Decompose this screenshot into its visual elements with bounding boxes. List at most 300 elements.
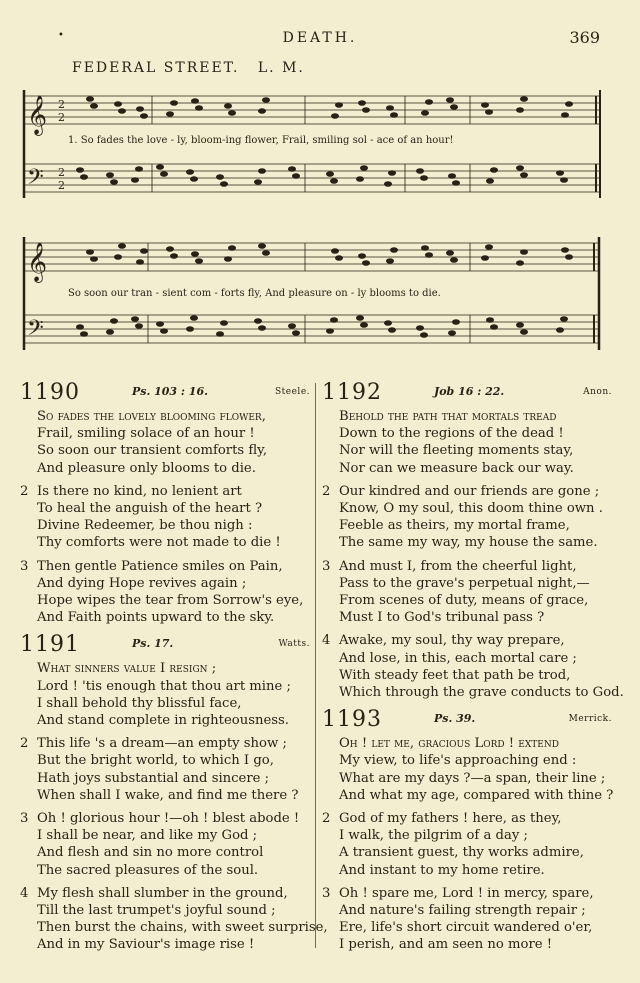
verse-text: Then burst the chains, with sweet surprise, (37, 920, 328, 936)
hymn-number: 1190 (20, 380, 80, 405)
note-head (560, 177, 568, 183)
tune-meter: L. M. (257, 60, 305, 76)
note-head (390, 112, 398, 118)
verse-text: When shall I wake, and find me there ? (37, 787, 299, 803)
stanza (20, 735, 310, 804)
verse-line (20, 534, 310, 551)
note-head (191, 251, 199, 257)
note-head (170, 253, 178, 259)
note-head (490, 324, 498, 330)
note-head (156, 164, 164, 170)
note-head (421, 245, 429, 251)
treble-staff-1 (24, 96, 600, 124)
verse-text: Hope wipes the tear from Sorrow's eye, (37, 593, 304, 609)
note-head (166, 111, 174, 117)
page-title: DEATH. (282, 30, 358, 46)
note-head (136, 259, 144, 265)
verse-line (322, 735, 612, 752)
verse-text: Nor will the fleeting moments stay, (339, 443, 574, 459)
verse-line (20, 500, 310, 517)
verse-text: Ere, life's short circuit wandered o'er, (339, 920, 593, 936)
verse-line (20, 442, 310, 459)
verse-line (322, 609, 612, 626)
note-head (90, 103, 98, 109)
verse-text: And in my Saviour's image rise ! (37, 937, 255, 953)
verse-line (322, 919, 612, 936)
verse-text: So soon our transient comforts fly, (37, 443, 268, 459)
note-head (516, 260, 524, 266)
verse-text: Oh ! spare me, Lord ! in mercy, spare, (339, 885, 594, 901)
note-head (118, 108, 126, 114)
verse-text: Which through the grave conducts to God. (339, 685, 624, 701)
verse-text: Then gentle Patience smiles on Pain, (37, 558, 283, 574)
note-head (416, 168, 424, 174)
verse-line (322, 862, 612, 879)
left-column (20, 380, 328, 960)
bass-staff-2 (24, 315, 600, 343)
verse-line (322, 827, 612, 844)
note-head (360, 165, 368, 171)
verse-text: And what my age, compared with thine ? (339, 787, 614, 803)
stanza (322, 735, 612, 804)
note-head (262, 250, 270, 256)
note-head (520, 96, 528, 102)
verse-text: God of my fathers ! here, as they, (339, 811, 562, 827)
note-head (258, 243, 266, 249)
note-head (326, 328, 334, 334)
verse-text: So fades the lovely blooming flower, (37, 409, 266, 424)
note-head (420, 175, 428, 181)
verse-line (322, 667, 612, 684)
svg-text:2: 2 (58, 98, 65, 111)
note-head (388, 327, 396, 333)
note-head (224, 256, 232, 262)
note-head (420, 332, 428, 338)
verse-text: Awake, my soul, thy way prepare, (339, 633, 565, 649)
verse-text: And lose, in this, each mortal care ; (339, 650, 577, 666)
verse-text: Down to the regions of the dead ! (339, 426, 564, 442)
note-head (452, 180, 460, 186)
note-head (486, 317, 494, 323)
verse-line (322, 425, 612, 442)
verse-line (20, 712, 310, 729)
verse-line (322, 500, 612, 517)
note-head (362, 260, 370, 266)
verse-line (322, 408, 612, 425)
note-head (106, 172, 114, 178)
verse-line (20, 558, 310, 575)
verse-line (20, 919, 328, 936)
verse-text: Hath joys substantial and sincere ; (37, 770, 270, 786)
clefs (27, 95, 65, 346)
note-head (490, 167, 498, 173)
stanza (322, 885, 612, 954)
note-head (186, 169, 194, 175)
note-head (331, 248, 339, 254)
hymn-header (322, 380, 612, 408)
svg-text:𝄢: 𝄢 (27, 316, 44, 346)
verse-text: Must I to God's tribunal pass ? (339, 610, 545, 626)
hymn-author: Watts. (278, 639, 310, 650)
note-head (330, 317, 338, 323)
verse-line (322, 442, 612, 459)
verse-line (322, 787, 612, 804)
stanza (20, 810, 310, 879)
note-head (565, 254, 573, 260)
hymn (322, 380, 624, 701)
verse-text: And must I, from the cheerful light, (339, 558, 577, 574)
verse-text: Divine Redeemer, be thou nigh : (37, 518, 253, 534)
stanza (322, 558, 612, 627)
verse-text: A transient guest, thy works admire, (339, 845, 584, 861)
note-head (80, 174, 88, 180)
stanza-number: 2 (322, 483, 331, 499)
note-head (76, 167, 84, 173)
note-head (356, 315, 364, 321)
note-head (448, 173, 456, 179)
verse-text: This life 's a dream—an empty show ; (37, 736, 287, 752)
verse-line (322, 684, 624, 701)
stanza-number: 2 (20, 736, 29, 752)
hymn-author: Anon. (583, 387, 612, 397)
verse-text: I walk, the pilgrim of a day ; (339, 828, 528, 844)
verse-text: And dying Hope revives again ; (37, 575, 247, 591)
note-head (384, 181, 392, 187)
note-head (110, 318, 118, 324)
note-head (195, 105, 203, 111)
verse-line (322, 483, 612, 500)
note-head (425, 252, 433, 258)
stanza (20, 558, 310, 627)
svg-text:2: 2 (58, 179, 65, 192)
note-head (331, 113, 339, 119)
note-head (388, 170, 396, 176)
verse-line (322, 592, 612, 609)
note-head (446, 97, 454, 103)
verse-line (20, 936, 310, 953)
verse-text: Our kindred and our friends are gone ; (339, 483, 600, 499)
note-head (356, 176, 364, 182)
note-head (262, 97, 270, 103)
note-head (481, 102, 489, 108)
note-head (421, 110, 429, 116)
verse-text: And instant to my home retire. (339, 862, 545, 878)
stanza (20, 660, 310, 729)
verse-line (20, 810, 310, 827)
verse-line (20, 885, 310, 902)
verse-line (20, 575, 310, 592)
note-head (292, 173, 300, 179)
verse-line (322, 844, 612, 861)
stanza-number: 4 (322, 633, 331, 649)
note-head (90, 256, 98, 262)
verse-text: And stand complete in righteousness. (37, 713, 289, 729)
verse-line (20, 609, 310, 626)
note-head (520, 249, 528, 255)
note-head (216, 331, 224, 337)
verse-line (322, 770, 612, 787)
verse-line (20, 592, 310, 609)
note-head (118, 243, 126, 249)
verse-text: Feeble as theirs, my mortal frame, (339, 518, 570, 534)
verse-text: Behold the path that mortals tread (339, 409, 557, 424)
verse-line (322, 752, 612, 769)
verse-text: But the bright world, to which I go, (37, 753, 274, 769)
svg-text:𝄞: 𝄞 (27, 95, 48, 135)
verse-line (20, 827, 310, 844)
note-head (516, 165, 524, 171)
note-head (288, 323, 296, 329)
verse-line (20, 483, 310, 500)
note-head (362, 107, 370, 113)
svg-text:𝄞: 𝄞 (27, 242, 48, 282)
stanza-number: 4 (20, 885, 29, 901)
note-head (390, 247, 398, 253)
verse-text: Oh ! glorious hour !—oh ! blest abode ! (37, 811, 300, 827)
note-head (106, 329, 114, 335)
verse-text: With steady feet that path be trod, (339, 667, 571, 683)
verse-line (20, 660, 310, 677)
verse-line (20, 408, 310, 425)
svg-text:𝄢: 𝄢 (27, 165, 44, 195)
note-head (335, 102, 343, 108)
note-head (160, 328, 168, 334)
note-head (561, 247, 569, 253)
verse-text: The sacred pleasures of the soul. (37, 862, 259, 878)
note-head (560, 316, 568, 322)
note-head (166, 246, 174, 252)
verse-text: I shall behold thy blissful face, (37, 695, 242, 711)
note-head (80, 331, 88, 337)
verse-text: The same my way, my house the same. (339, 535, 598, 551)
verse-line (20, 460, 310, 477)
note-head (448, 330, 456, 336)
verse-text: Oh ! let me, gracious Lord ! extend (339, 736, 559, 752)
stanza (20, 408, 310, 477)
bass-staff-1 (24, 164, 600, 192)
hymn-header (20, 380, 310, 408)
score-lyric-1: 1. So fades the love - ly, bloom-ing flower, Frail, smiling sol - ace of an hour! (68, 135, 454, 146)
verse-line (20, 678, 310, 695)
verse-text: Frail, smiling solace of an hour ! (37, 426, 255, 442)
note-head (156, 321, 164, 327)
note-head (114, 254, 122, 260)
note-head (224, 103, 232, 109)
note-head (556, 327, 564, 333)
verse-text: And flesh and sin no more control (37, 845, 264, 861)
stanza-number: 3 (20, 558, 29, 574)
verse-text: And nature's failing strength repair ; (339, 903, 586, 919)
note-head (216, 174, 224, 180)
stanza (322, 483, 612, 552)
page-mark: • (58, 30, 64, 41)
score-lyric-2: So soon our tran - sient com - forts fly, And pleasure on - ly blooms to die. (68, 288, 441, 299)
note-head (516, 322, 524, 328)
verse-line (322, 902, 612, 919)
note-head (186, 326, 194, 332)
scripture-reference: Ps. 39. (434, 712, 476, 726)
note-head (330, 178, 338, 184)
page-number: 369 (569, 28, 600, 47)
verse-text: I shall be near, and like my God ; (37, 828, 258, 844)
verse-line (20, 862, 310, 879)
verse-text: Thy comforts were not made to die ! (37, 535, 281, 551)
note-head (416, 325, 424, 331)
scripture-reference: Ps. 103 : 16. (132, 385, 208, 398)
verse-line (20, 770, 310, 787)
verse-line (20, 787, 310, 804)
verse-text: What are my days ?—a span, their line ; (339, 770, 606, 786)
verse-text: Nor can we measure back our way. (339, 460, 574, 476)
verse-line (322, 534, 612, 551)
verse-text: My view, to life's approaching end : (339, 753, 577, 769)
note-head (114, 101, 122, 107)
note-head (86, 249, 94, 255)
stanza-number: 2 (20, 483, 29, 499)
note-head (228, 110, 236, 116)
stanza (20, 483, 310, 552)
verse-line (322, 517, 612, 534)
hymn-header (322, 707, 612, 735)
note-head (450, 257, 458, 263)
note-head (292, 330, 300, 336)
note-head (520, 172, 528, 178)
hymn-number: 1192 (322, 380, 382, 405)
verse-line (20, 425, 310, 442)
note-head (76, 324, 84, 330)
note-head (450, 104, 458, 110)
stanza (322, 632, 624, 701)
note-head (136, 106, 144, 112)
note-head (220, 181, 228, 187)
note-head (195, 258, 203, 264)
hymn-author: Merrick. (568, 714, 612, 725)
note-head (140, 248, 148, 254)
note-head (386, 105, 394, 111)
verse-line (322, 936, 612, 953)
verse-text: What sinners value I resign ; (37, 661, 217, 677)
verse-line (20, 752, 310, 769)
note-head (326, 171, 334, 177)
verse-text: To heal the anguish of the heart ? (37, 501, 263, 517)
note-head (140, 113, 148, 119)
scripture-reference: Ps. 17. (132, 637, 174, 651)
note-head (556, 170, 564, 176)
note-head (516, 107, 524, 113)
note-head (565, 101, 573, 107)
tune-name: FEDERAL STREET. (72, 60, 240, 76)
verse-line (322, 632, 612, 649)
verse-line (20, 517, 310, 534)
verse-line (322, 575, 612, 592)
note-head (485, 109, 493, 115)
verse-line (322, 810, 612, 827)
verse-line (20, 902, 310, 919)
note-head (335, 255, 343, 261)
verse-line (20, 844, 310, 861)
verse-text: Pass to the grave's perpetual night,— (339, 575, 590, 591)
note-head (485, 244, 493, 250)
note-head (360, 322, 368, 328)
note-head (110, 179, 118, 185)
verse-text: From scenes of duty, means of grace, (339, 593, 589, 609)
note-head (358, 100, 366, 106)
note-head (258, 325, 266, 331)
hymn-header (20, 632, 310, 660)
stanza-number: 2 (322, 811, 331, 827)
hymn-number: 1193 (322, 707, 382, 733)
verse-text: And Faith points upward to the sky. (37, 610, 275, 626)
stanza-number: 3 (20, 811, 29, 827)
verse-line (20, 735, 310, 752)
column-divider (315, 383, 316, 948)
note-heads (76, 96, 573, 338)
note-head (254, 318, 262, 324)
verse-text: I perish, and am seen no more ! (339, 937, 553, 953)
note-head (228, 245, 236, 251)
note-head (190, 176, 198, 182)
note-head (131, 177, 139, 183)
note-head (481, 255, 489, 261)
note-head (258, 108, 266, 114)
stanza (322, 408, 612, 477)
note-head (425, 99, 433, 105)
verse-line (322, 460, 612, 477)
note-head (86, 96, 94, 102)
note-head (520, 329, 528, 335)
verse-text: Till the last trumpet's joyful sound ; (37, 903, 276, 919)
note-head (561, 112, 569, 118)
hymn (20, 632, 328, 953)
svg-text:2: 2 (58, 111, 65, 124)
verse-text: Is there no kind, no lenient art (37, 483, 242, 499)
verse-text: Know, O my soul, this doom thine own . (339, 501, 603, 517)
stanza-number: 3 (322, 885, 331, 901)
hymn (322, 707, 612, 953)
note-head (170, 100, 178, 106)
note-head (191, 98, 199, 104)
note-head (288, 166, 296, 172)
verse-line (322, 558, 612, 575)
verse-line (322, 885, 612, 902)
music-score (0, 0, 640, 370)
treble-staff-2 (24, 243, 600, 271)
note-head (220, 320, 228, 326)
verse-line (20, 695, 310, 712)
note-head (386, 258, 394, 264)
right-column (322, 380, 624, 960)
note-head (486, 178, 494, 184)
stanza (20, 885, 328, 954)
scripture-reference: Job 16 : 22. (434, 385, 505, 398)
verse-line (322, 650, 612, 667)
note-head (131, 316, 139, 322)
note-head (135, 166, 143, 172)
note-head (446, 250, 454, 256)
note-head (384, 320, 392, 326)
note-head (135, 323, 143, 329)
stanza (322, 810, 612, 879)
verse-text: My flesh shall slumber in the ground, (37, 885, 288, 901)
verse-text: And pleasure only blooms to die. (37, 460, 256, 476)
note-head (452, 319, 460, 325)
note-head (160, 171, 168, 177)
hymn (20, 380, 310, 626)
hymn-author: Steele. (275, 387, 310, 397)
verse-text: Lord ! 'tis enough that thou art mine ; (37, 678, 291, 694)
note-head (190, 315, 198, 321)
note-head (254, 179, 262, 185)
